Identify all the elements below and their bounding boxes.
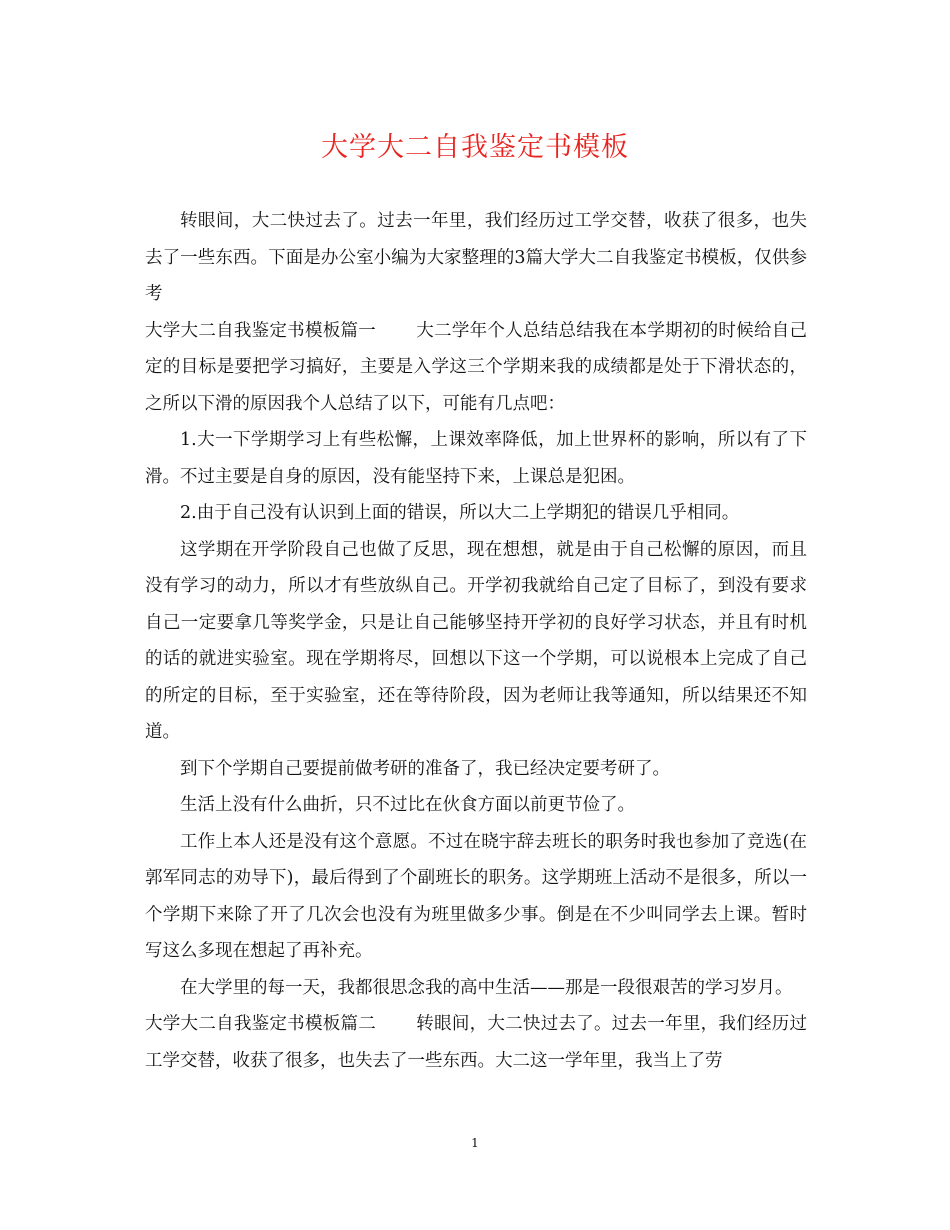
document-body <box>145 203 807 1079</box>
section-2-lead: 转眼间，大二快过去了。过去一年里，我们经历过工学交替，收获了很多，也失去了一些东西。大二这一学年里，我当上了劳 <box>145 1014 808 1071</box>
body-paragraph-2: 2.由于自己没有认识到上面的错误，所以大二上学期犯的错误几乎相同。 <box>180 503 740 523</box>
body-paragraph-5: 生活上没有什么曲折，只不过比在伙食方面以前更节俭了。 <box>180 795 635 815</box>
section-2-heading: 大学大二自我鉴定书模板篇二 <box>145 1014 377 1034</box>
body-paragraph-4: 到下个学期自己要提前做考研的准备了，我已经决定要考研了。 <box>180 758 670 779</box>
body-paragraph-6: 工作上本人还是没有这个意愿。不过在晓宇辞去班长的职务时我也参加了竞选(在郭军同志的劝导下)，最后得到了个副班长的职务。这学期班上活动不是很多，所以一个学期下来除了开了几次会也没有为班里做多少事。倒是在不少叫同学去上课。暂时写这么多现在想起了再补充。 <box>145 831 807 961</box>
section-1-heading: 大学大二自我鉴定书模板篇一 <box>145 320 377 341</box>
document-title: 大学大二自我鉴定书模板 <box>321 132 629 163</box>
intro-paragraph: 转眼间，大二快过去了。过去一年里，我们经历过工学交替，收获了很多，也失去了一些东西。下面是办公室小编为大家整理的3篇大学大二自我鉴定书模板，仅供参考 <box>145 211 807 304</box>
body-paragraph-7: 在大学里的每一天，我都很思念我的高中生活——那是一段很艰苦的学习岁月。 <box>180 977 793 998</box>
body-paragraph-1: 1.大一下学期学习上有些松懈，上课效率降低，加上世界杯的影响，所以有了下滑。不过主要是自身的原因，没有能坚持下来，上课总是犯困。 <box>145 430 807 487</box>
section-2-paragraph <box>145 1006 807 1079</box>
body-paragraph-3: 这学期在开学阶段自己也做了反思，现在想想，就是由于自己松懈的原因，而且没有学习的动力，所以才有些放纵自己。开学初我就给自己定了目标了，到没有要求自己一定要拿几等奖学金，只是让自己能够坚持开学初的良好学习状态，并且有时机的话的就进实验室。现在学期将尽，回想以下这一个学期，可以说根本上完成了自己的所定的目标，至于实验室，还在等待阶段，因为老师让我等通知，所以结果还不知道。 <box>145 539 807 742</box>
page-number: 1 <box>471 1136 479 1150</box>
section-1-lead: 大二学年个人总结总结我在本学期初的时候给自己定的目标是要把学习搞好，主要是入学这三个学期来我的成绩都是处于下滑状态的，之所以下滑的原因我个人总结了以下，可能有几点吧： <box>145 320 808 414</box>
section-1-paragraph <box>145 313 807 423</box>
